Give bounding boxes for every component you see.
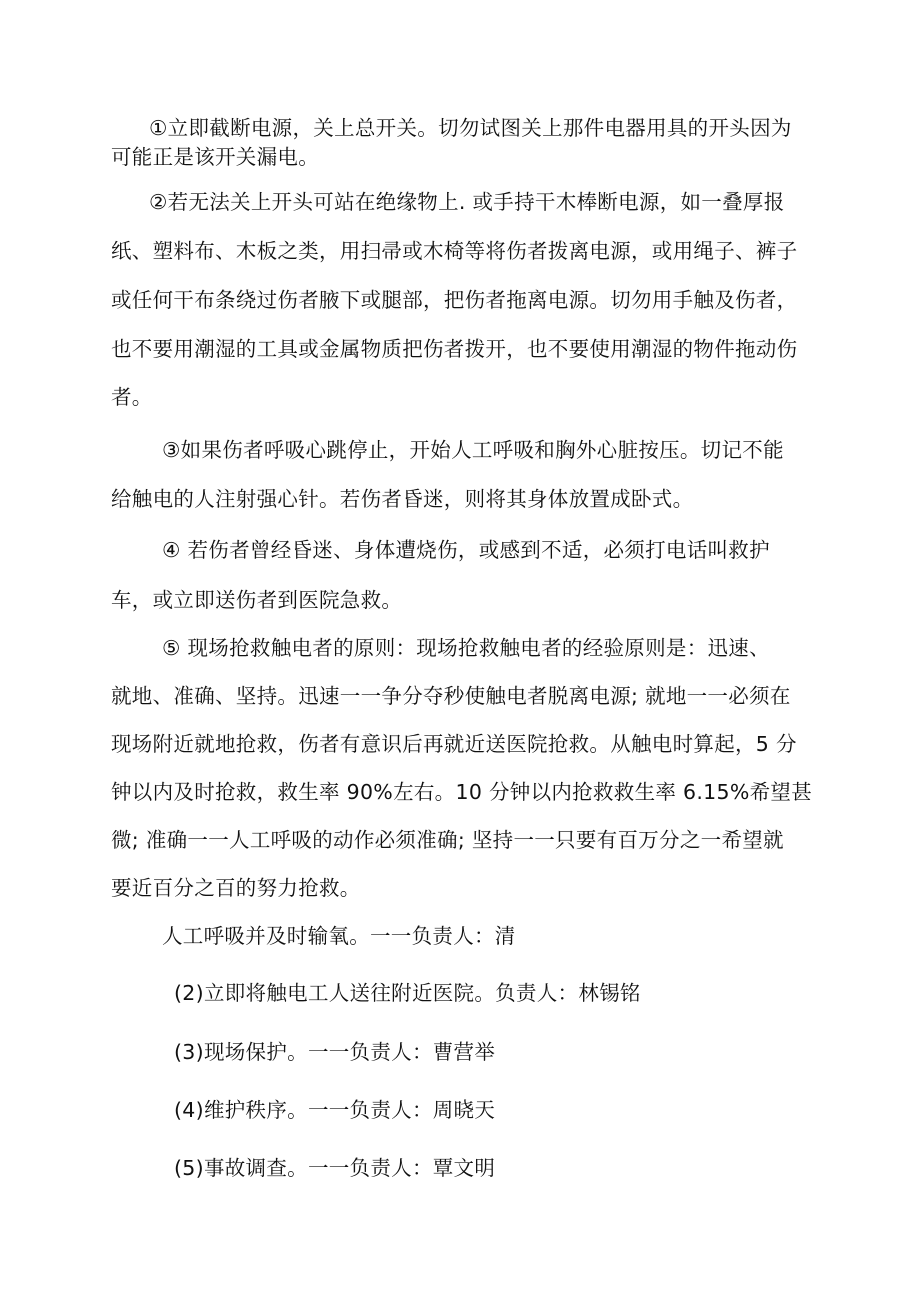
paragraph-5-line-3: 现场附近就地抢救，伤者有意识后再就近送医院抢救。从触电时算起，5 分 bbox=[111, 732, 797, 756]
paragraph-5-line-4: 钟以内及时抢救，救生率 90%左右。10 分钟以内抢救救生率 6.15%希望甚 bbox=[111, 780, 813, 804]
paragraph-5-line-2: 就地、准确、坚持。迅速一一争分夺秒使触电者脱离电源; 就地一一必须在 bbox=[111, 684, 791, 708]
responsibility-item-2: (2)立即将触电工人送往附近医院。负责人：林锡铭 bbox=[174, 981, 641, 1005]
paragraph-5-line-6: 要近百分之百的努力抢救。 bbox=[111, 876, 361, 900]
paragraph-4-line-1: ④ 若伤者曾经昏迷、身体遭烧伤，或感到不适，必须打电话叫救护 bbox=[162, 538, 770, 562]
paragraph-2-line-5: 者。 bbox=[111, 385, 153, 409]
paragraph-3-line-2: 给触电的人注射强心针。若伤者昏迷，则将其身体放置成卧式。 bbox=[111, 487, 694, 511]
paragraph-1-line-2: 可能正是该开关漏电。 bbox=[111, 145, 319, 169]
paragraph-2-line-1: ②若无法关上开头可站在绝缘物上. 或手持干木棒断电源，如一叠厚报 bbox=[149, 190, 785, 214]
responsibility-item-4: (4)维护秩序。一一负责人：周晓天 bbox=[174, 1098, 496, 1122]
paragraph-2-line-3: 或任何干布条绕过伤者腋下或腿部，把伤者拖离电源。切勿用手触及伤者， bbox=[111, 288, 798, 312]
paragraph-5-line-5: 微; 准确一一人工呼吸的动作必须准确; 坚持一一只要有百万分之一希望就 bbox=[111, 828, 784, 852]
paragraph-4-line-2: 车，或立即送伤者到医院急救。 bbox=[111, 588, 403, 612]
paragraph-5-line-1: ⑤ 现场抢救触电者的原则：现场抢救触电者的经验原则是：迅速、 bbox=[162, 636, 770, 660]
paragraph-2-line-2: 纸、塑料布、木板之类，用扫帚或木椅等将伤者拨离电源，或用绳子、裤子 bbox=[111, 239, 798, 263]
paragraph-3-line-1: ③如果伤者呼吸心跳停止，开始人工呼吸和胸外心脏按压。切记不能 bbox=[162, 438, 784, 462]
paragraph-1-line-1: ①立即截断电源，关上总开关。切勿试图关上那件电器用具的开头因为 bbox=[149, 116, 792, 140]
responsibility-item-3: (3)现场保护。一一负责人：曹营举 bbox=[174, 1040, 496, 1064]
responsibility-item-1: 人工呼吸并及时输氧。一一负责人：清 bbox=[162, 924, 516, 948]
responsibility-item-5: (5)事故调查。一一负责人：覃文明 bbox=[174, 1156, 496, 1180]
paragraph-2-line-4: 也不要用潮湿的工具或金属物质把伤者拨开，也不要使用潮湿的物件拖动伤 bbox=[111, 337, 798, 361]
